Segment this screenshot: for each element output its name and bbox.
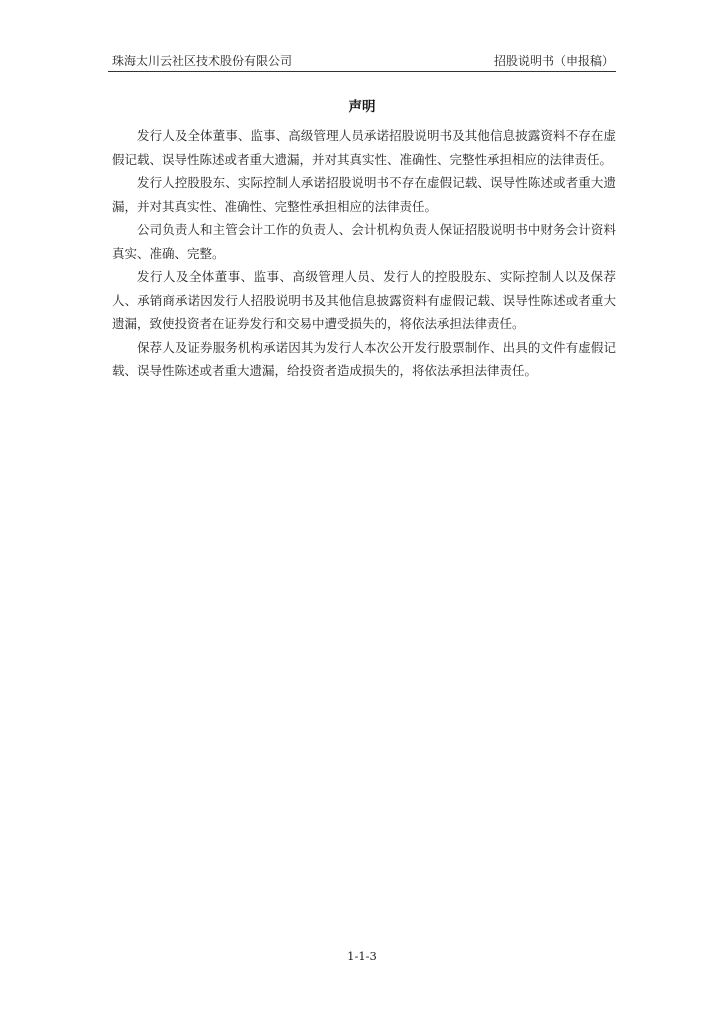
header-company-name: 珠海太川云社区技术股份有限公司 bbox=[112, 54, 293, 68]
paragraph-4: 发行人及全体董事、监事、高级管理人员、发行人的控股股东、实际控制人以及保荐人、承销商承诺因发行人招股说明书及其他信息披露资料有虚假记载、误导性陈述或者重大遗漏，致使投资者在证券发行和交易中遭受损失的，将依法承担法律责任。 bbox=[112, 269, 616, 331]
header-document-type: 招股说明书（申报稿） bbox=[493, 54, 614, 68]
paragraph-3: 公司负责人和主管会计工作的负责人、会计机构负责人保证招股说明书中财务会计资料真实、准确、完整。 bbox=[112, 222, 616, 261]
header-divider bbox=[108, 71, 616, 72]
paragraph-2: 发行人控股股东、实际控制人承诺招股说明书不存在虚假记载、误导性陈述或者重大遗漏，并对其真实性、准确性、完整性承担相应的法律责任。 bbox=[112, 175, 616, 214]
page-number: 1-1-3 bbox=[347, 949, 377, 963]
paragraph-1: 发行人及全体董事、监事、高级管理人员承诺招股说明书及其他信息披露资料不存在虚假记载、误导性陈述或者重大遗漏，并对其真实性、准确性、完整性承担相应的法律责任。 bbox=[112, 128, 616, 167]
paragraph-5: 保荐人及证券服务机构承诺因其为发行人本次公开发行股票制作、出具的文件有虚假记载、误导性陈述或者重大遗漏，给投资者造成损失的，将依法承担法律责任。 bbox=[112, 339, 616, 378]
declaration-body bbox=[112, 124, 616, 383]
page-title: 声明 bbox=[348, 99, 376, 115]
page-header bbox=[108, 52, 616, 70]
